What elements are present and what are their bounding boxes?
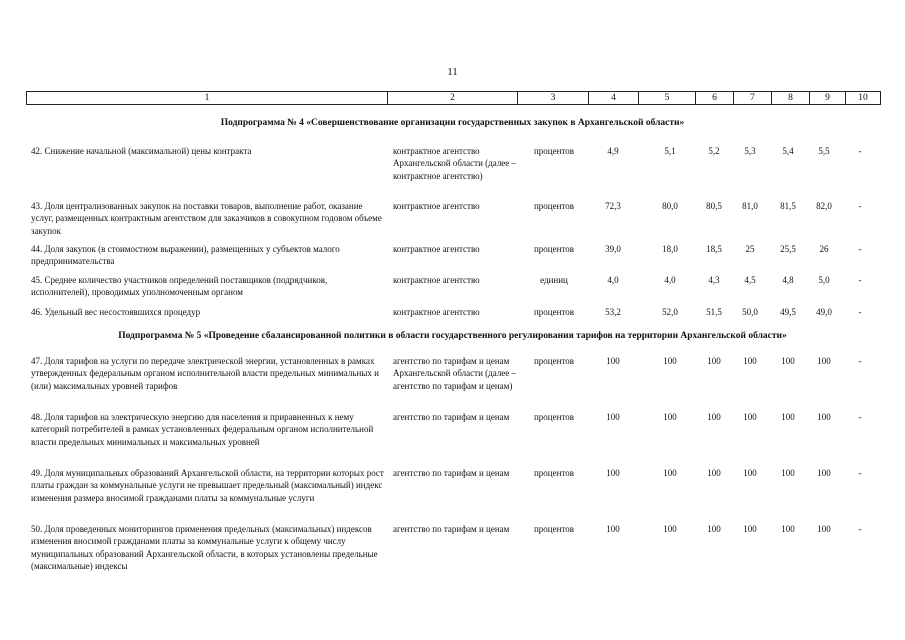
table-row xyxy=(26,274,880,298)
value: 18,0 xyxy=(662,244,678,254)
value: 26 xyxy=(819,244,829,254)
value: 81,5 xyxy=(780,201,796,211)
value: 100 xyxy=(606,524,620,534)
header-cell: 2 xyxy=(388,92,518,105)
value: - xyxy=(858,201,862,211)
value: 100 xyxy=(707,468,721,478)
indicator-name: 44. Доля закупок (в стоимостном выражении), размещенных у субъектов малого предпринимательства xyxy=(31,244,340,267)
value: - xyxy=(858,307,862,317)
value: 100 xyxy=(817,356,831,366)
value: 100 xyxy=(781,468,795,478)
value: 100 xyxy=(663,524,677,534)
value: 100 xyxy=(743,468,757,478)
value: - xyxy=(858,275,862,285)
header-cell: 3 xyxy=(518,92,589,105)
unit: процентов xyxy=(533,244,574,254)
value: 100 xyxy=(817,524,831,534)
value: - xyxy=(858,524,862,534)
responsible-org: контрактное агентство xyxy=(393,275,480,285)
indicator-name: 48. Доля тарифов на электрическую энергию для населения и приравненных к нему категорий потребителей в рамках установленных федеральным органом исполнительной власти предельных минимальных и максимальных уровней xyxy=(31,412,374,447)
table-row xyxy=(26,467,880,503)
section-heading-5: Подпрограмма № 5 «Проведение сбалансированной политики в области государственного регулирования тарифов на территории Архангельской области» xyxy=(118,331,787,341)
value: 39,0 xyxy=(605,244,621,254)
value: 100 xyxy=(663,356,677,366)
value: 5,0 xyxy=(818,275,830,285)
value: 100 xyxy=(606,356,620,366)
value: 100 xyxy=(817,468,831,478)
value: 100 xyxy=(707,356,721,366)
value: 100 xyxy=(707,412,721,422)
unit: процентов xyxy=(533,412,574,422)
value: 100 xyxy=(781,356,795,366)
header-cell: 4 xyxy=(589,92,639,105)
table-row xyxy=(26,355,880,391)
value: 80,0 xyxy=(662,201,678,211)
value: 100 xyxy=(743,356,757,366)
column-number-header xyxy=(26,91,881,105)
indicator-name: 46. Удельный вес несостоявшихся процедур xyxy=(31,307,201,317)
value: 18,5 xyxy=(706,244,722,254)
value: 50,0 xyxy=(742,307,758,317)
unit: процентов xyxy=(533,307,574,317)
value: - xyxy=(858,356,862,366)
value: 4,0 xyxy=(607,275,619,285)
header-cell: 8 xyxy=(772,92,810,105)
table-row xyxy=(26,523,880,572)
table-row xyxy=(26,411,880,447)
value: - xyxy=(858,412,862,422)
table-row xyxy=(26,145,880,181)
value: 53,2 xyxy=(605,307,621,317)
indicator-name: 42. Снижение начальной (максимальной) цены контракта xyxy=(31,146,252,156)
responsible-org: контрактное агентство xyxy=(393,201,480,211)
value: - xyxy=(858,468,862,478)
value: 4,9 xyxy=(607,146,619,156)
value: 100 xyxy=(707,524,721,534)
responsible-org: агентство по тарифам и ценам Архангельской области (далее – агентство по тарифам и ценам) xyxy=(393,356,517,391)
header-cell: 10 xyxy=(846,92,881,105)
section-heading-4: Подпрограмма № 4 «Совершенствование организации государственных закупок в Архангельской области» xyxy=(220,118,685,128)
value: 25 xyxy=(745,244,755,254)
value: 82,0 xyxy=(816,201,832,211)
value: - xyxy=(858,146,862,156)
page-number: 11 xyxy=(447,66,458,78)
value: 4,3 xyxy=(708,275,720,285)
unit: процентов xyxy=(533,524,574,534)
header-cell: 6 xyxy=(696,92,734,105)
value: 4,8 xyxy=(782,275,794,285)
value: 5,4 xyxy=(782,146,794,156)
table-row xyxy=(26,200,880,236)
unit: процентов xyxy=(533,468,574,478)
unit: процентов xyxy=(533,146,574,156)
indicator-name: 47. Доля тарифов на услуги по передаче электрической энергии, установленных в рамках утвержденных федеральным органом исполнительной власти предельных минимальных и (или) максимальных уровней тарифов xyxy=(31,356,379,391)
responsible-org: агентство по тарифам и ценам xyxy=(393,412,510,422)
value: 100 xyxy=(606,412,620,422)
value: 80,5 xyxy=(706,201,722,211)
table-row xyxy=(26,306,880,317)
indicator-name: 45. Среднее количество участников определений поставщиков (подрядчиков, исполнителей), проводимых уполномоченным органом xyxy=(31,275,328,298)
indicator-name: 49. Доля муниципальных образований Архангельской области, на территории которых рост платы граждан за коммунальные услуги не превышает предельный (максимальный) индекс изменения размера вносимой гражданами платы за коммунальные услуги xyxy=(31,468,384,503)
table-row xyxy=(26,243,880,267)
value: 100 xyxy=(663,412,677,422)
header-cell: 5 xyxy=(639,92,696,105)
value: 5,5 xyxy=(818,146,830,156)
value: 5,3 xyxy=(744,146,756,156)
header-cell: 9 xyxy=(810,92,846,105)
value: 100 xyxy=(817,412,831,422)
value: 100 xyxy=(743,412,757,422)
responsible-org: агентство по тарифам и ценам xyxy=(393,468,510,478)
value: 25,5 xyxy=(780,244,796,254)
unit: процентов xyxy=(533,201,574,211)
responsible-org: контрактное агентство xyxy=(393,244,480,254)
header-cell: 7 xyxy=(734,92,772,105)
value: 100 xyxy=(606,468,620,478)
value: 81,0 xyxy=(742,201,758,211)
value: 51,5 xyxy=(706,307,722,317)
value: - xyxy=(858,244,862,254)
responsible-org: контрактное агентство Архангельской области (далее – контрактное агентство) xyxy=(393,146,517,181)
value: 72,3 xyxy=(605,201,621,211)
value: 4,0 xyxy=(664,275,676,285)
value: 49,0 xyxy=(816,307,832,317)
responsible-org: агентство по тарифам и ценам xyxy=(393,524,510,534)
value: 5,2 xyxy=(708,146,720,156)
value: 52,0 xyxy=(662,307,678,317)
value: 100 xyxy=(663,468,677,478)
responsible-org: контрактное агентство xyxy=(393,307,480,317)
indicator-name: 50. Доля проведенных мониторингов применения предельных (максимальных) индексов изменения вносимой гражданами платы за коммунальные услуги к общему числу муниципальных образований Архангельской области, в которых установлены предельные (максимальные) индексы xyxy=(31,524,378,572)
value: 100 xyxy=(781,524,795,534)
value: 100 xyxy=(781,412,795,422)
value: 100 xyxy=(743,524,757,534)
indicator-name: 43. Доля централизованных закупок на поставки товаров, выполнение работ, оказание услуг, размещенных контрактным агентством для заказчиков в совокупном годовом объеме закупок xyxy=(31,201,382,236)
unit: единиц xyxy=(540,275,568,285)
header-cell: 1 xyxy=(27,92,388,105)
value: 5,1 xyxy=(664,146,676,156)
unit: процентов xyxy=(533,356,574,366)
value: 49,5 xyxy=(780,307,796,317)
value: 4,5 xyxy=(744,275,756,285)
